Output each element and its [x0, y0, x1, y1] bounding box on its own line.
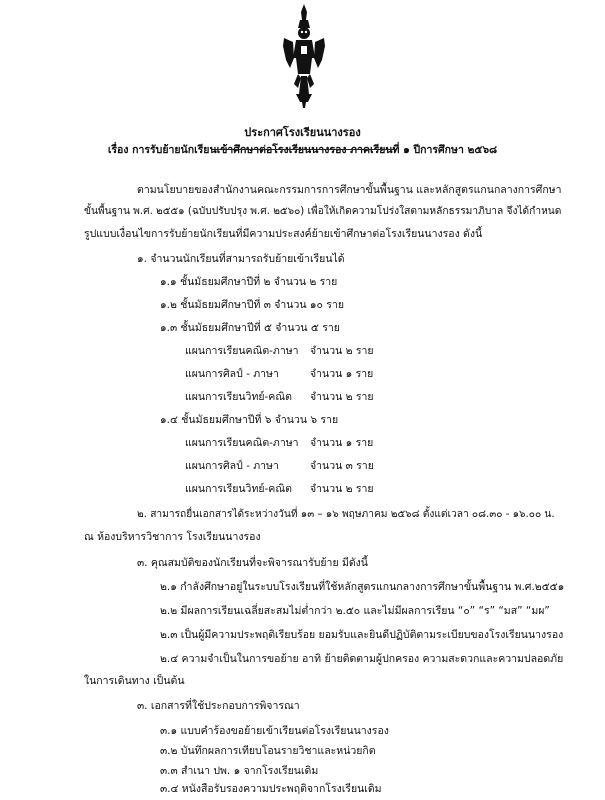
intro-line-1: ตามนโยบายของสำนักงานคณะกรรมการการศึกษาขั้นพื้นฐาน และหลักสูตรแกนกลางการศึกษา — [137, 184, 562, 196]
section-3-continuation: ในการเดินทาง เป็นต้น — [84, 675, 185, 687]
section-3-item-4: ๒.๔ ความจำเป็นในการขอย้าย อาทิ ย้ายติดตามผู้ปกครอง ความสะดวกและความปลอดภัย — [160, 653, 564, 665]
m6-plan-2-count: จำนวน ๓ ราย — [310, 460, 374, 472]
intro-line-3: รูปแบบเงื่อนไขการรับย้ายนักเรียนที่มีความประสงค์ย้ายเข้าศึกษาต่อโรงเรียนนางรอง ดังนี้ — [84, 228, 483, 240]
section-3-item-3: ๒.๓ เป็นผู้มีความประพฤติเรียบร้อย ยอมรับและยินดีปฏิบัติตามระเบียบของโรงเรียนนางรอง — [160, 629, 564, 641]
m5-plan-3: แผนการเรียนวิทย์-คณิต — [185, 391, 292, 403]
section-4-heading: ๓. เอกสารที่ใช้ประกอบการพิจารณา — [137, 700, 300, 712]
m6-plan-1-count: จำนวน ๑ ราย — [310, 437, 374, 449]
section-2-line-2: ณ ห้องบริหารวิชาการ โรงเรียนนางรอง — [84, 531, 261, 543]
section-4-item-3: ๓.๓ สำเนา ปพ. ๑ จากโรงเรียนเดิม — [160, 765, 319, 777]
section-1-item-2: ๑.๒ ชั้นมัธยมศึกษาปีที่ ๓ จำนวน ๑๐ ราย — [160, 299, 344, 311]
announcement-subject: เรื่อง การรับย้ายนักเรียนเข้าศึกษาต่อโรงเรียนนางรอง ภาคเรียนที่ ๑ ปีการศึกษา ๒๕๖๘ — [107, 144, 498, 156]
m5-plan-1-count: จำนวน ๒ ราย — [310, 345, 374, 357]
section-4-item-4: ๓.๔ หนังสือรับรองความประพฤติจากโรงเรียนเดิม — [160, 783, 382, 795]
section-3-item-1: ๒.๑ กำลังศึกษาอยู่ในระบบโรงเรียนที่ใช้หลักสูตรแกนกลางการศึกษาขั้นพื้นฐาน พ.ศ.๒๕๕๑ — [160, 581, 565, 593]
m5-plan-2-count: จำนวน ๑ ราย — [310, 368, 374, 380]
section-3-heading: ๓. คุณสมบัติของนักเรียนที่จะพิจารณารับย้าย มีดังนี้ — [137, 557, 368, 569]
m6-plan-3-count: จำนวน ๒ ราย — [310, 483, 374, 495]
section-1-heading: ๑. จำนวนนักเรียนที่สามารถรับย้ายเข้าเรียนได้ — [137, 253, 345, 265]
m6-plan-2: แผนการศิลป์ - ภาษา — [185, 460, 279, 472]
intro-line-2: ขั้นพื้นฐาน พ.ศ. ๒๕๕๑ (ฉบับปรับปรุง พ.ศ. ๒๕๖๐) เพื่อให้เกิดความโปร่งใสตามหลักธรรมาภิบาล จึงได้กำหนด — [84, 206, 562, 217]
title-divider — [211, 149, 396, 150]
section-2-line-1: ๒. สามารถยื่นเอกสารได้ระหว่างวันที่ ๑๓ – ๑๖ พฤษภาคม ๒๕๖๘ ตั้งแต่เวลา ๐๘.๓๐ - ๑๖.๐๐ น. — [137, 509, 555, 520]
section-3-item-2: ๒.๒ มีผลการเรียนเฉลี่ยสะสมไม่ต่ำกว่า ๒.๕๐ และไม่มีผลการเรียน “๐” “ร” “มส” “มผ” — [160, 605, 550, 617]
section-4-item-1: ๓.๑ แบบคำร้องขอย้ายเข้าเรียนต่อโรงเรียนนางรอง — [160, 725, 389, 737]
m5-plan-3-count: จำนวน ๒ ราย — [310, 391, 374, 403]
m5-plan-1: แผนการเรียนคณิต-ภาษา — [185, 345, 299, 357]
m6-plan-3: แผนการเรียนวิทย์-คณิต — [185, 483, 292, 495]
section-1-item-4: ๑.๔ ชั้นมัธยมศึกษาปีที่ ๖ จำนวน ๖ ราย — [160, 414, 339, 426]
m6-plan-1: แผนการเรียนคณิต-ภาษา — [185, 437, 299, 449]
announcement-title: ประกาศโรงเรียนนางรอง — [244, 126, 361, 139]
garuda-emblem-icon — [282, 2, 326, 112]
section-4-item-2: ๓.๒ บันทึกผลการเทียบโอนรายวิชาและหน่วยกิต — [160, 745, 376, 757]
section-1-item-3: ๑.๓ ชั้นมัธยมศึกษาปีที่ ๕ จำนวน ๕ ราย — [160, 322, 340, 334]
section-1-item-1: ๑.๑ ชั้นมัธยมศึกษาปีที่ ๒ จำนวน ๒ ราย — [160, 276, 338, 288]
m5-plan-2: แผนการศิลป์ - ภาษา — [185, 368, 279, 380]
